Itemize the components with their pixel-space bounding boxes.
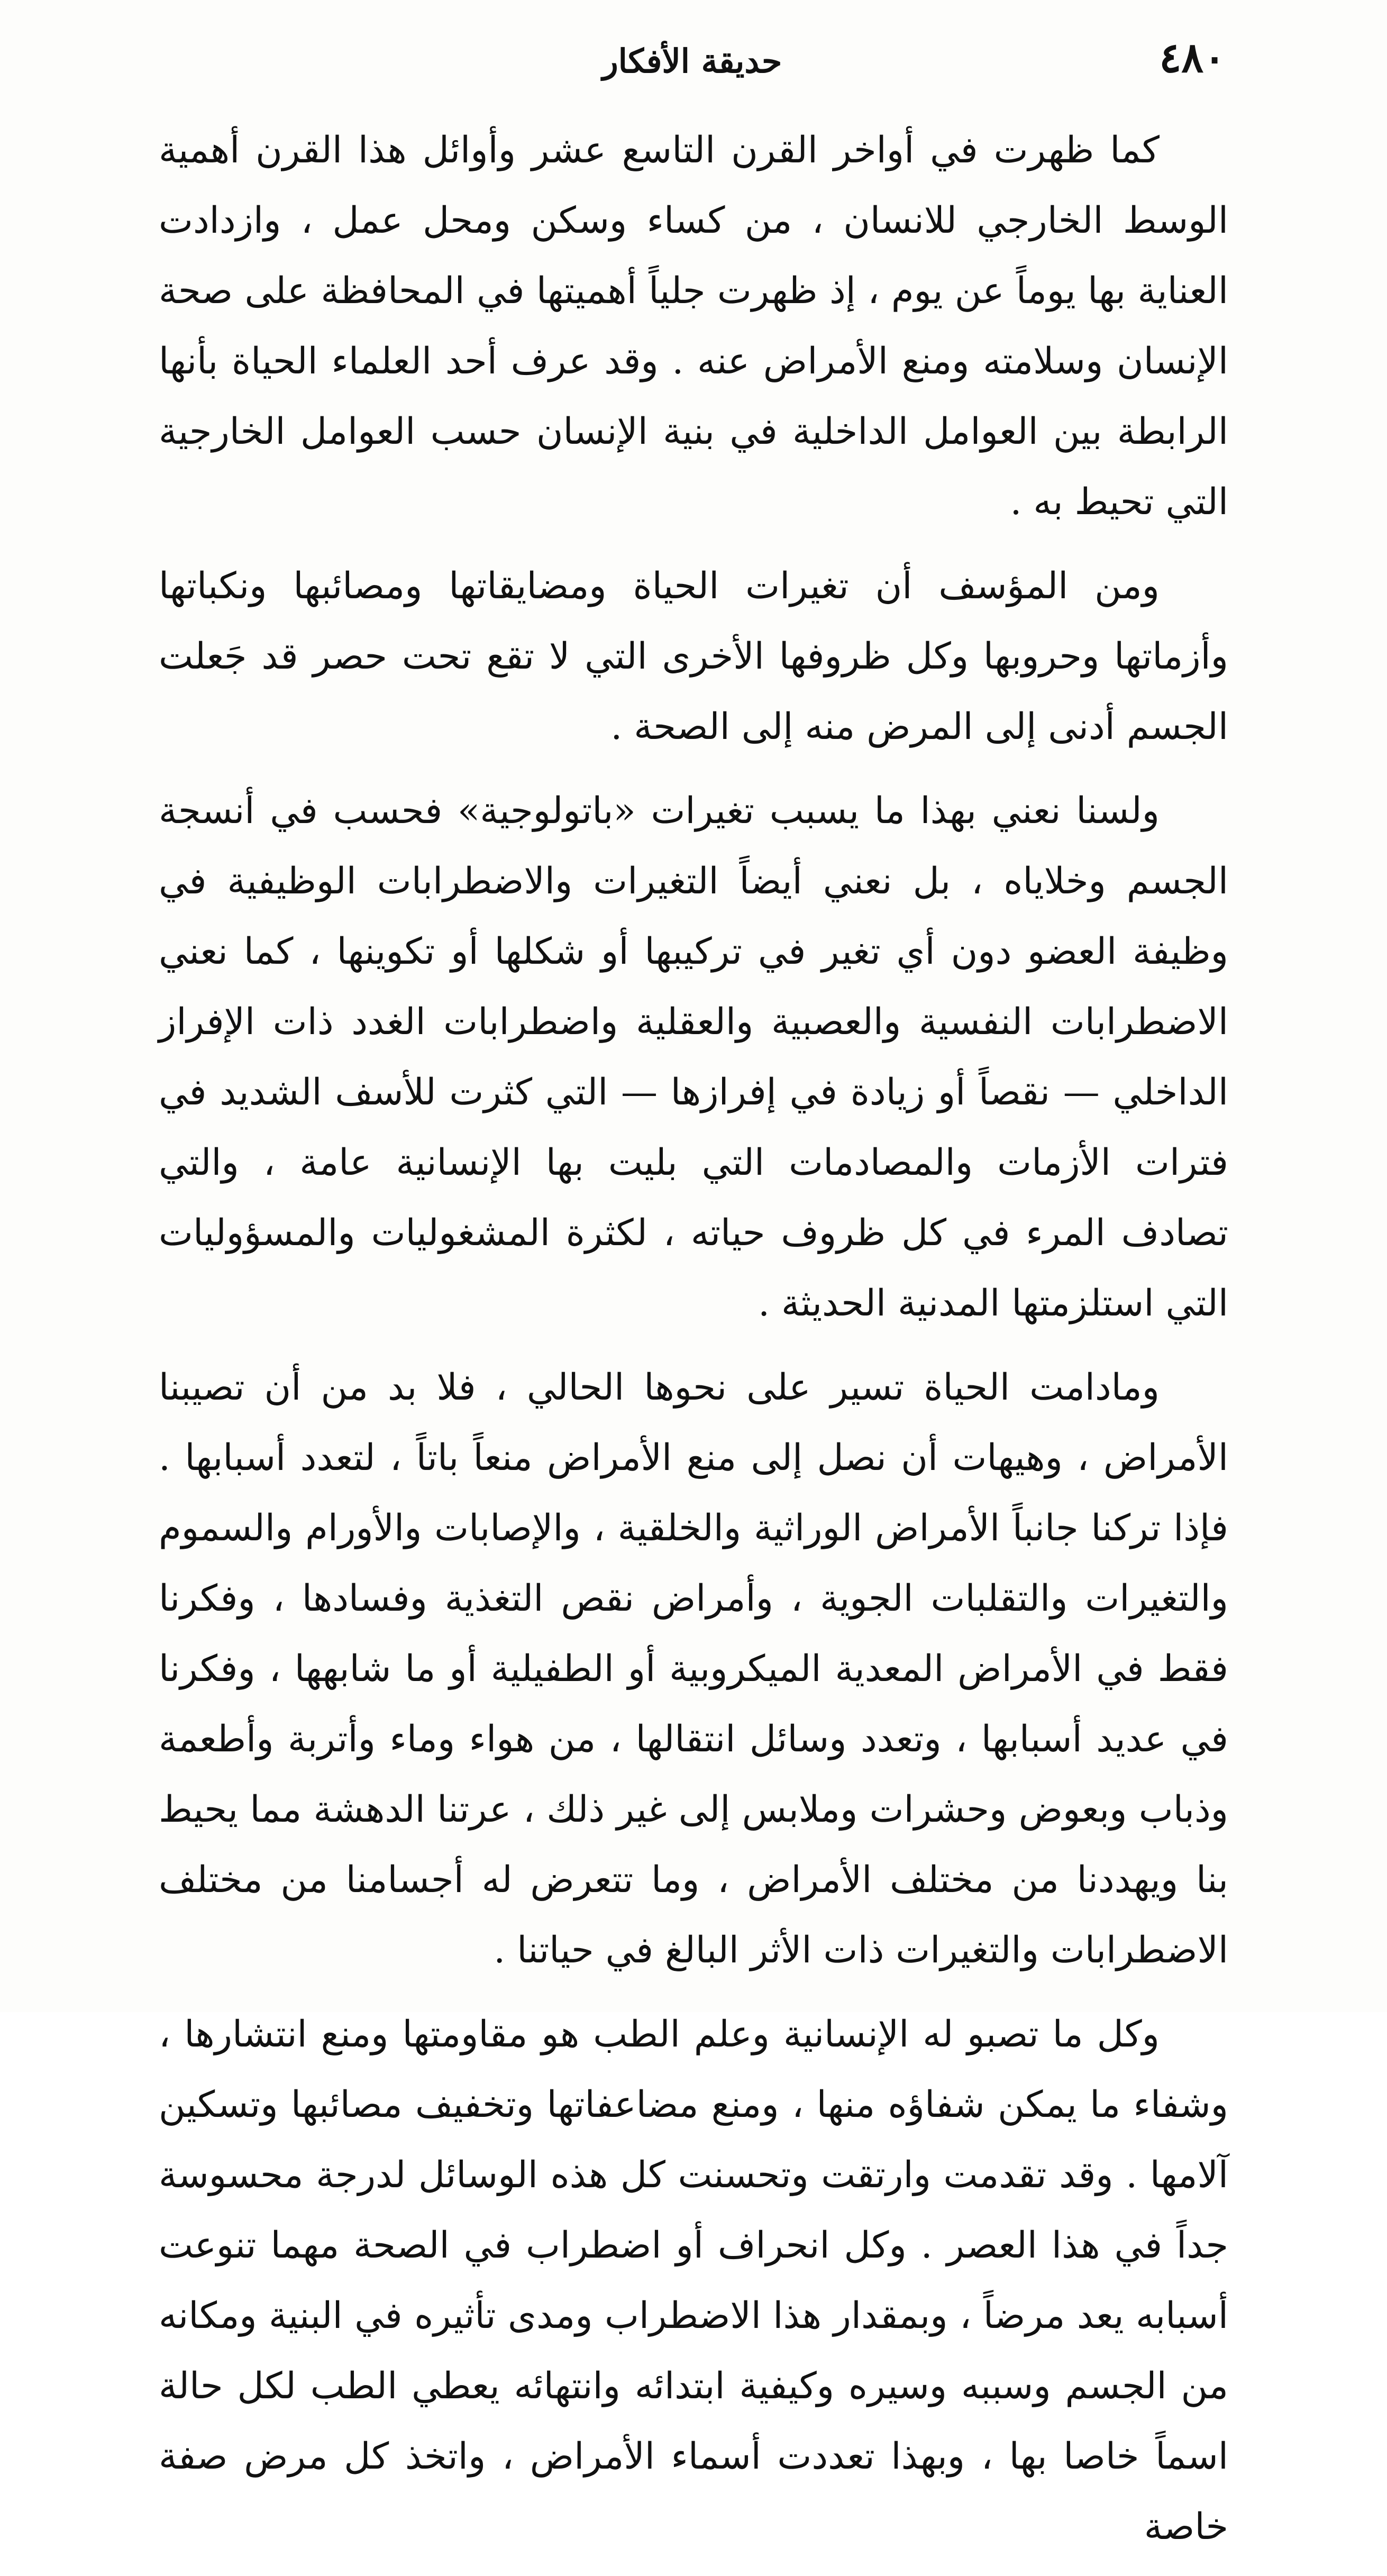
paragraph-life-changes: ومن المؤسف أن تغيرات الحياة ومضايقاتها ومصائبها ونكباتها وأزماتها وحروبها وكل ظروفها الأخرى التي لا تقع تحت حصر قد جَعلت الجسم أدنى إلى المرض منه إلى الصحة . [159, 565, 1228, 748]
paragraph-pathological-changes: ولسنا نعني بهذا ما يسبب تغيرات «باتولوجية» فحسب في أنسجة الجسم وخلاياه ، بل نعني أيضاً التغيرات والاضطرابات الوظيفية في وظيفة العضو دون أي تغير في تركيبها أو شكلها أو تكوينها ، كما نعني الاضطرابات النفسية والعصبية والعقلية واضطرابات الغدد ذات الإفراز الداخلي — نقصاً أو زيادة في إفرازها — التي كثرت للأسف الشديد في فترات الأزمات والمصادمات التي بليت بها الإنسانية عامة ، والتي تصادف المرء في كل ظروف حياته ، لكثرة المشغوليات والمسؤوليات التي استلزمتها المدنية الحديثة . [159, 790, 1228, 1324]
paragraph-disease-causes: ومادامت الحياة تسير على نحوها الحالي ، فلا بد من أن تصيبنا الأمراض ، وهيهات أن نصل إلى منع الأمراض منعاً باتاً ، لتعدد أسبابها . فإذا تركنا جانباً الأمراض الوراثية والخلقية ، والإصابات والأورام والسموم والتغيرات والتقلبات الجوية ، وأمراض نقص التغذية وفسادها ، وفكرنا فقط في الأمراض المعدية الميكروبية أو الطفيلية أو ما شابهها ، وفكرنا في عديد أسبابها ، وتعدد وسائل انتقالها ، من هواء وماء وأتربة وأطعمة وذباب وبعوض وحشرات وملابس إلى غير ذلك ، عرتنا الدهشة مما يحيط بنا ويهددنا من مختلف الأمراض ، وما تتعرض له أجسامنا من مختلف الاضطرابات والتغيرات ذات الأثر البالغ في حياتنا . [159, 1366, 1228, 1971]
page-number: ٤٨٠ [1159, 34, 1226, 82]
page-header [159, 21, 1226, 106]
body-text [159, 115, 1228, 2576]
paragraph-environment-importance: كما ظهرت في أواخر القرن التاسع عشر وأوائل هذا القرن أهمية الوسط الخارجي للانسان ، من كساء وسكن ومحل عمل ، وازدادت العناية بها يوماً عن يوم ، إذ ظهرت جلياً أهميتها في المحافظة على صحة الإنسان وسلامته ومنع الأمراض عنه . وقد عرف أحد العلماء الحياة بأنها الرابطة بين العوامل الداخلية في بنية الإنسان حسب العوامل الخارجية التي تحيط به . [159, 129, 1228, 523]
paragraph-medicine-goals: وكل ما تصبو له الإنسانية وعلم الطب هو مقاومتها ومنع انتشارها ، وشفاء ما يمكن شفاؤه منها ، ومنع مضاعفاتها وتخفيف مصائبها وتسكين آلامها . وقد تقدمت وارتقت وتحسنت كل هذه الوسائل لدرجة محسوسة جداً في هذا العصر . وكل انحراف أو اضطراب في الصحة مهما تنوعت أسبابه يعد مرضاً ، وبمقدار هذا الاضطراب ومدى تأثيره في البنية ومكانه من الجسم وسببه وسيره وكيفية ابتدائه وانتهائه يعطي الطب لكل حالة اسماً خاصا بها ، وبهذا تعددت أسماء الأمراض ، واتخذ كل مرض صفة خاصة [159, 2013, 1228, 2548]
running-title: حديقة الأفكار [602, 42, 782, 80]
